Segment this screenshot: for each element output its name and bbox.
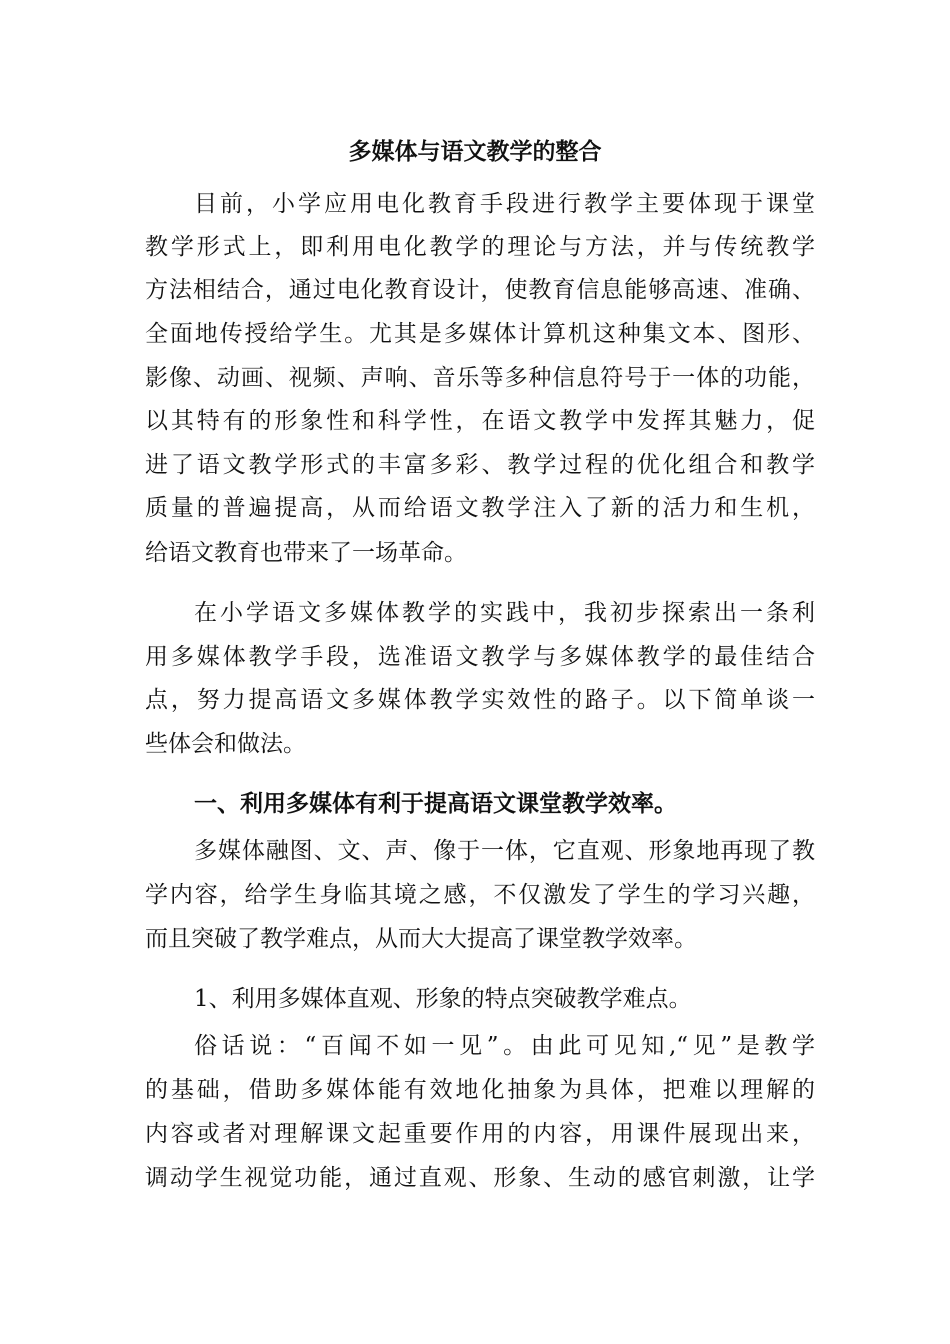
paragraph-3-line-2: 学内容，给学生身临其境之感，不仅激发了学生的学习兴趣，	[145, 882, 815, 908]
paragraph-1-line-3: 方法相结合，通过电化教育设计，使教育信息能够高速、准确、	[145, 277, 815, 303]
subsection-heading-1: 1、利用多媒体直观、形象的特点突破教学难点。	[194, 986, 692, 1012]
paragraph-1-line-9: 给语文教育也带来了一场革命。	[145, 540, 467, 566]
paragraph-1-line-1: 目前，小学应用电化教育手段进行教学主要体现于课堂	[194, 191, 815, 217]
paragraph-2-line-4: 些体会和做法。	[145, 731, 306, 757]
paragraph-2-line-2: 用多媒体教学手段，选准语文教学与多媒体教学的最佳结合	[145, 644, 815, 670]
paragraph-1-line-8: 质量的普遍提高，从而给语文教学注入了新的活力和生机，	[145, 495, 815, 521]
paragraph-3-line-3: 而且突破了教学难点，从而大大提高了课堂教学效率。	[145, 926, 697, 952]
paragraph-2-line-1: 在小学语文多媒体教学的实践中，我初步探索出一条利	[194, 600, 815, 626]
paragraph-3-line-1: 多媒体融图、文、声、像于一体，它直观、形象地再现了教	[194, 838, 815, 864]
paragraph-4-line-2: 的基础，借助多媒体能有效地化抽象为具体，把难以理解的	[145, 1077, 815, 1103]
paragraph-4-line-3: 内容或者对理解课文起重要作用的内容，用课件展现出来，	[145, 1121, 815, 1147]
section-heading-1: 一、利用多媒体有利于提高语文课堂教学效率。	[194, 791, 677, 817]
paragraph-1-line-7: 进了语文教学形式的丰富多彩、教学过程的优化组合和教学	[145, 452, 815, 478]
paragraph-4-line-1: 俗话说：“百闻不如一见”。由此可见知,“见”是教学	[194, 1033, 815, 1059]
paragraph-2-line-3: 点，努力提高语文多媒体教学实效性的路子。以下简单谈一	[145, 687, 815, 713]
document-title: 多媒体与语文教学的整合	[348, 139, 602, 165]
paragraph-1-line-6: 以其特有的形象性和科学性，在语文教学中发挥其魅力，促	[145, 408, 815, 434]
paragraph-4-line-4: 调动学生视觉功能，通过直观、形象、生动的感官刺激，让学	[145, 1165, 815, 1191]
paragraph-1-line-4: 全面地传授给学生。尤其是多媒体计算机这种集文本、图形、	[145, 321, 815, 347]
paragraph-1-line-5: 影像、动画、视频、声响、音乐等多种信息符号于一体的功能，	[145, 365, 815, 391]
paragraph-1-line-2: 教学形式上，即利用电化教学的理论与方法，并与传统教学	[145, 234, 815, 260]
